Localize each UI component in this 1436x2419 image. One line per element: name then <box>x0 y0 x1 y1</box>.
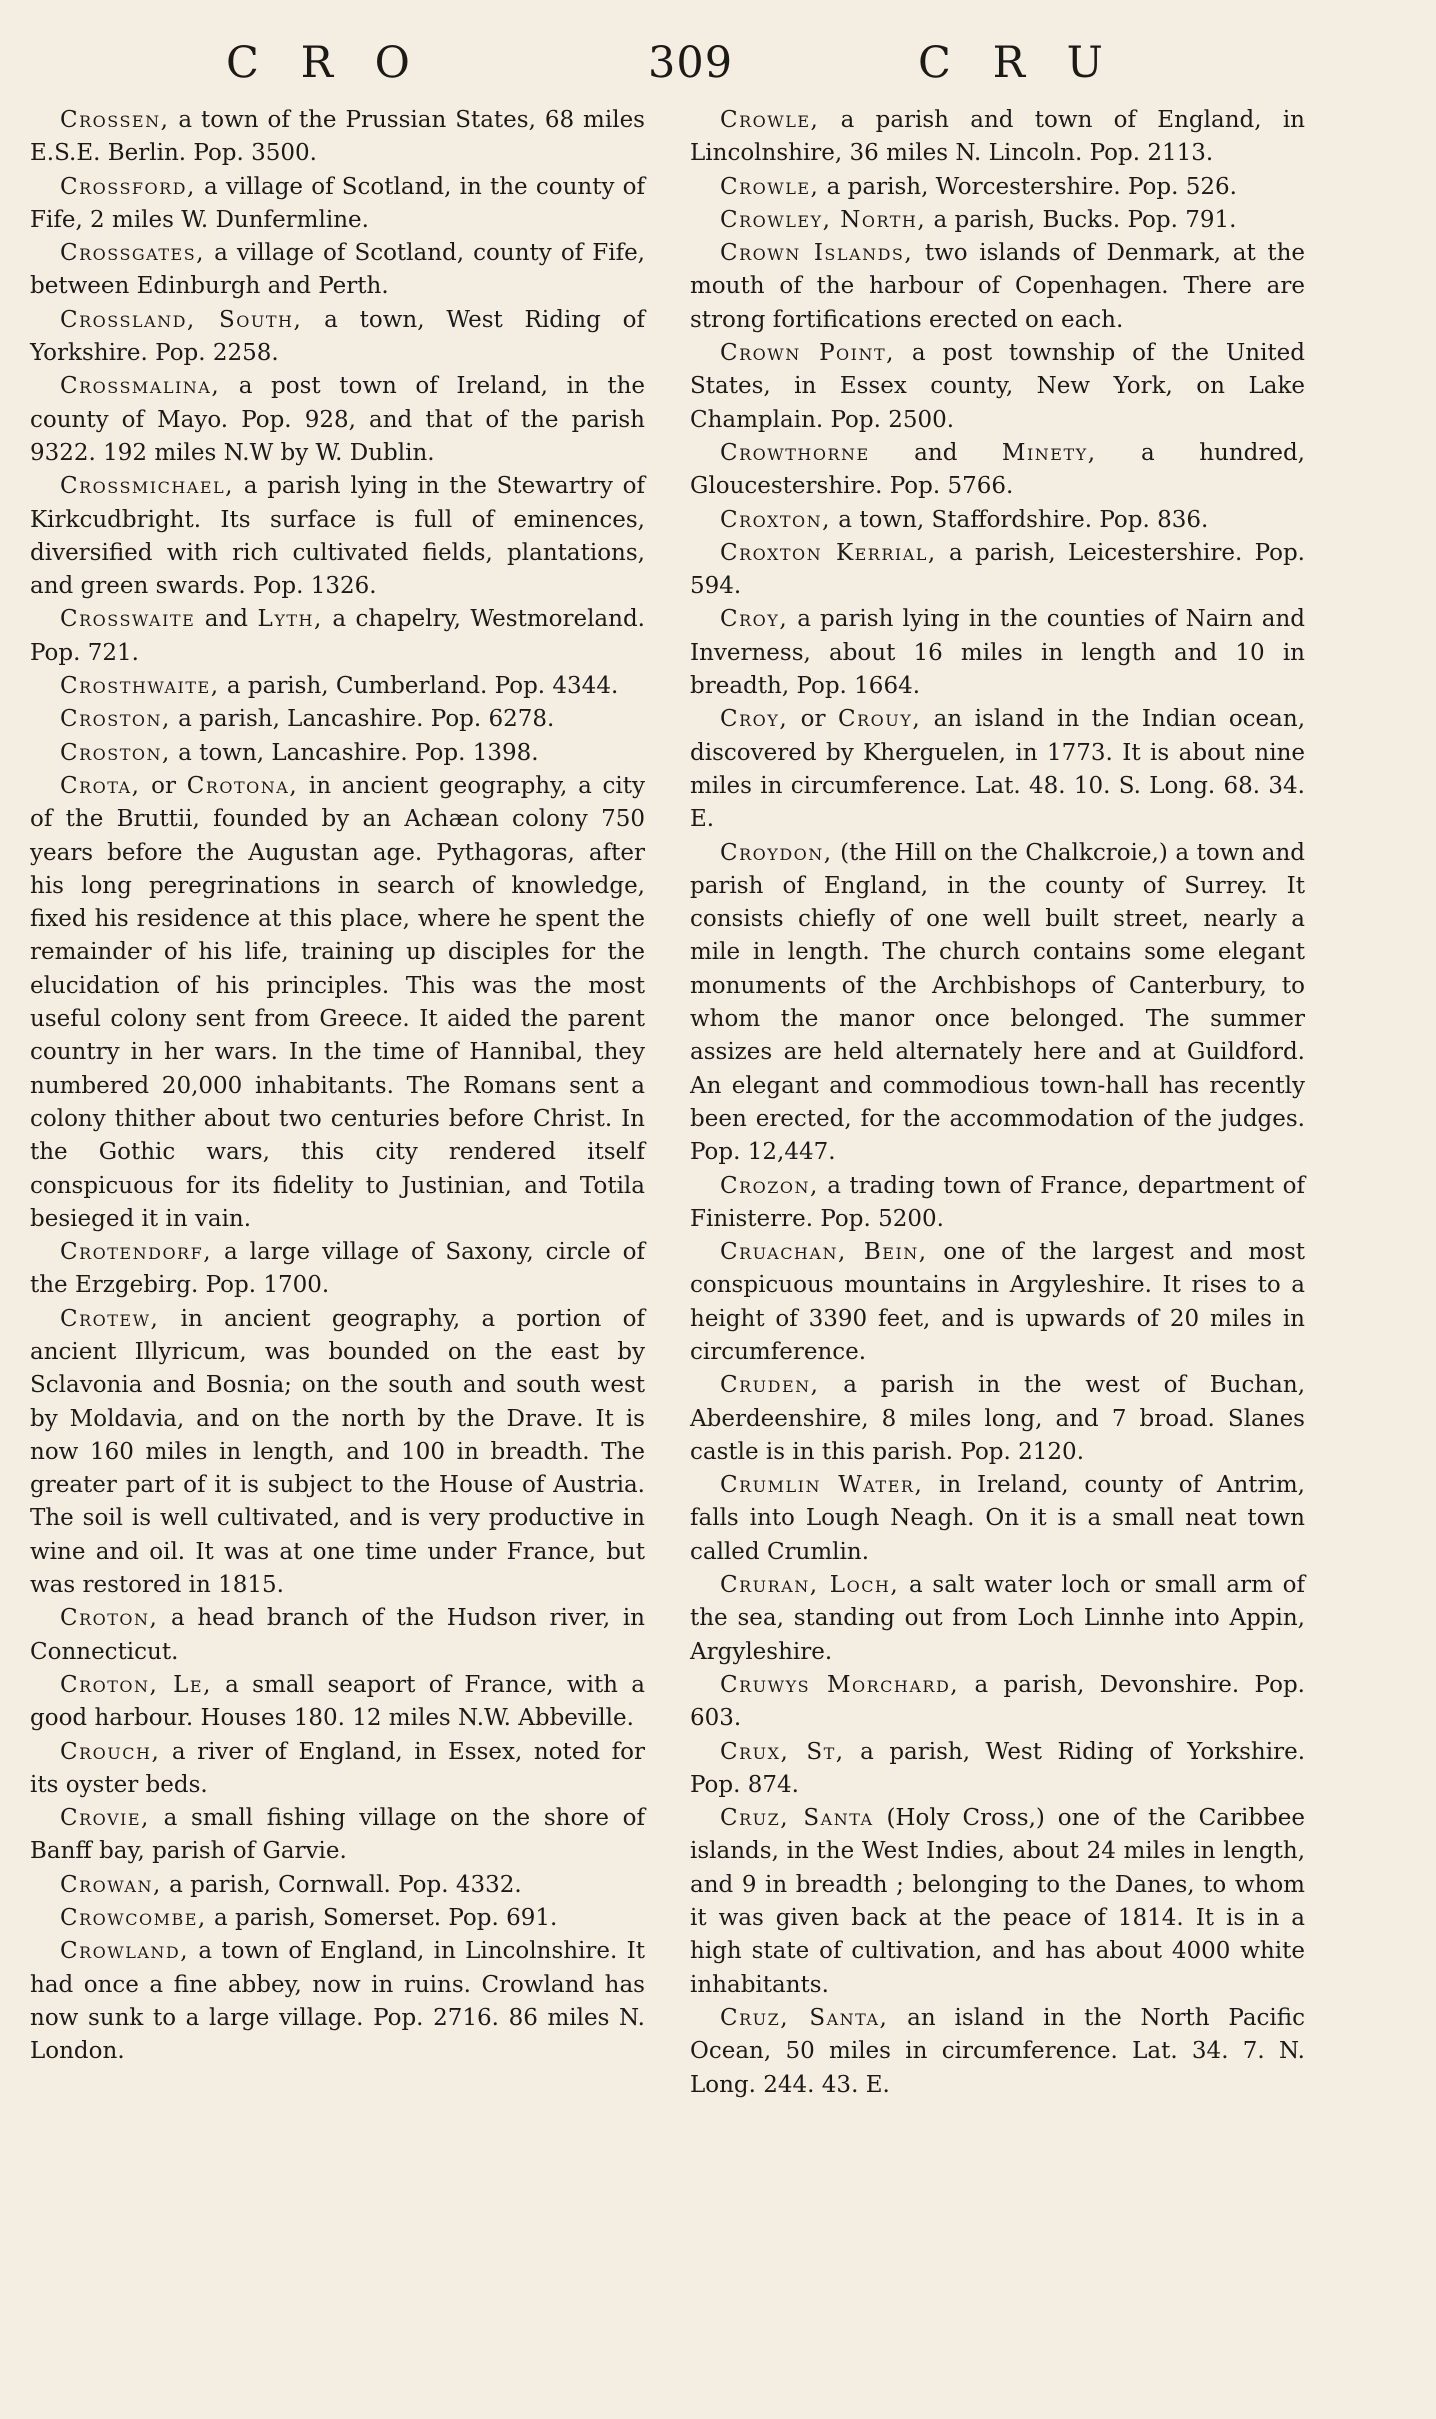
entry-text: a post town of Ireland, in the county of Mayo. Pop. 928, and that of the parish 9322. 192 miles N.W by W. Dublin. <box>30 373 645 466</box>
gazetteer-entry <box>30 703 645 736</box>
entry-headword: Cruachan, Bein, <box>720 1239 928 1266</box>
entry-text: a hundred, Gloucestershire. Pop. 5766. <box>690 439 1305 500</box>
gazetteer-entry <box>30 1736 645 1803</box>
entry-text: a parish lying in the counties of Nairn and Inverness, about 16 miles in length and 10 in breadth, Pop. 1664. <box>690 606 1305 700</box>
entry-headword: Crota, <box>60 772 141 799</box>
entry-headword: Crowle, <box>720 107 820 133</box>
entry-headword: Cruz, Santa <box>720 1805 874 1832</box>
entry-text: a parish in the west of Buchan, Aberdeenshire, 8 miles long, and 7 broad. Slanes castle is in this parish. Pop. 2120. <box>690 1372 1305 1465</box>
entry-text: a chapelry, Westmoreland. Pop. 721. <box>30 606 645 666</box>
gazetteer-entry <box>690 1802 1305 2002</box>
entry-headword: Crux, St, <box>720 1738 845 1765</box>
gazetteer-entry <box>690 504 1305 537</box>
entry-text: a parish, Leicestershire. Pop. 594. <box>690 539 1305 600</box>
gazetteer-entry <box>690 703 1305 836</box>
entry-text: a river of England, in Essex, noted for its oyster beds. <box>30 1738 645 1798</box>
page-number: 309 <box>648 38 734 88</box>
entry-text: a parish, Cumberland. Pop. 4344. <box>219 673 619 700</box>
entry-text: a parish, West Riding of Yorkshire. Pop. 874. <box>690 1738 1306 1798</box>
running-head-left: C R O <box>226 38 424 88</box>
entry-headword: Croston, <box>60 739 171 766</box>
entry-text: a village of Scotland, in the county of Fife, 2 miles W. Dunfermline. <box>30 173 645 233</box>
gazetteer-entry <box>690 1369 1305 1469</box>
gazetteer-entry <box>690 1469 1305 1569</box>
entry-headword: Crumlin Water, <box>720 1472 924 1499</box>
gazetteer-entry <box>30 1802 645 1869</box>
entry-text: a large village of Saxony, circle of the Erzgebirg. Pop. 1700. <box>30 1239 645 1299</box>
gazetteer-entry <box>690 437 1305 504</box>
entry-headword: Croy, <box>720 706 789 733</box>
entry-text: a village of Scotland, county of Fife, between Edinburgh and Perth. <box>30 240 645 300</box>
entry-headword: Crouch, <box>60 1738 161 1765</box>
entry-text: an island in the North Pacific Ocean, 50 miles in circumference. Lat. 34. 7. N. Long. 244. 43. E. <box>690 2004 1306 2098</box>
entry-headword: Croxton, <box>720 506 831 533</box>
entry-headword: Crowan, <box>60 1871 162 1898</box>
gazetteer-entry <box>30 237 645 304</box>
entry-text: in ancient geography, a portion of ancient Illyricum, was bounded on the east by Sclavonia and Bosnia; on the south and south west by Moldavia, and on the north by the Drave. It is now 160 miles in length, and 100 in breadth. The greater part of it is subject to the House of Austria. The soil is well cultivated, and is very productive in wine and oil. It was at one time under France, but was restored in 1815. <box>30 1305 645 1599</box>
entry-text: a head branch of the Hudson river, in Connecticut. <box>30 1605 645 1665</box>
gazetteer-entry <box>690 1170 1305 1237</box>
gazetteer-entry <box>690 1569 1305 1669</box>
gazetteer-entry <box>30 1935 645 2068</box>
entry-headword: Crowcombe, <box>60 1905 207 1932</box>
entry-headword: Cruden, <box>720 1372 820 1399</box>
entry-headword: Crosthwaite, <box>60 673 220 700</box>
gazetteer-entry <box>30 603 645 670</box>
entry-headword: Croton, <box>60 1605 159 1632</box>
entry-headword: Crowley, North, <box>720 206 927 233</box>
gazetteer-entry <box>30 104 645 171</box>
running-head-right: C R U <box>918 38 1117 88</box>
gazetteer-entry <box>30 1236 645 1303</box>
entry-headword: Crotona, <box>186 772 299 799</box>
entry-text: and <box>869 439 1002 466</box>
entry-headword: Croydon, <box>720 839 833 866</box>
entry-headword: Crossmalina, <box>60 373 221 400</box>
entry-text: a town of the Prussian States, 68 miles E.S.E. Berlin. Pop. 3500. <box>30 107 645 167</box>
entry-headword: Crosswaite <box>60 606 196 633</box>
gazetteer-entry <box>690 537 1305 604</box>
gazetteer-entry <box>30 737 645 770</box>
entry-text: (the Hill on the Chalkcroie,) a town and parish of England, in the county of Surrey. It consists chiefly of one well built street, nearly a mile in length. The church contains some elegant monuments of the Archbishops of Canterbury, to whom the manor once belonged. The summer assizes are held alternately here and at Guildford. An elegant and commodious town-hall has recently been erected, for the accommodation of the judges. Pop. 12,447. <box>690 839 1305 1166</box>
gazetteer-entry <box>690 837 1305 1170</box>
gazetteer-entry <box>690 1236 1305 1369</box>
gazetteer-entry <box>690 1736 1305 1803</box>
entry-text: two islands of Denmark, at the mouth of the harbour of Copenhagen. There are strong fortifications erected on each. <box>690 240 1305 333</box>
gazetteer-entry <box>30 1869 645 1902</box>
right-column <box>690 104 1305 2102</box>
gazetteer-entry <box>30 470 645 603</box>
entry-text: a small seaport of France, with a good harbour. Houses 180. 12 miles N.W. Abbeville. <box>30 1671 645 1732</box>
gazetteer-entry <box>30 370 645 470</box>
gazetteer-entry <box>690 204 1305 237</box>
gazetteer-entry <box>30 1303 645 1603</box>
entry-headword: Crotew, <box>60 1305 160 1332</box>
entry-headword: Cruran, Loch, <box>720 1572 900 1599</box>
entry-text: a parish and town of England, in Lincolnshire, 36 miles N. Lincoln. Pop. 2113. <box>690 107 1305 167</box>
entry-headword: Croton, Le, <box>60 1671 212 1698</box>
entry-text: a salt water loch or small arm of the sea, standing out from Loch Linnhe into Appin, Argyleshire. <box>690 1572 1306 1665</box>
entry-headword: Crowland, <box>60 1938 190 1965</box>
entry-headword: Croxton Kerrial, <box>720 539 937 566</box>
entry-text: or <box>788 706 839 733</box>
entry-text: in Ireland, county of Antrim, falls into Lough Neagh. On it is a small neat town called Crumlin. <box>690 1472 1305 1565</box>
entry-headword: Croston, <box>60 706 171 733</box>
entry-text: and <box>195 606 258 633</box>
entry-text: a town, West Riding of Yorkshire. Pop. 2258. <box>30 306 646 367</box>
gazetteer-entry <box>690 337 1305 437</box>
gazetteer-entry <box>30 304 645 371</box>
entry-headword: Crovie, <box>60 1805 150 1832</box>
left-column <box>30 104 645 2069</box>
entry-headword: Crotendorf, <box>60 1239 213 1266</box>
entry-headword: Crowle, <box>720 173 820 200</box>
entry-headword: Crossland, South, <box>60 306 303 333</box>
entry-headword: Crossmichael, <box>60 473 234 500</box>
gazetteer-entry <box>30 670 645 703</box>
entry-headword: Crown Islands, <box>720 240 914 267</box>
gazetteer-entry <box>30 171 645 238</box>
entry-headword: Crouy, <box>838 706 922 733</box>
gazetteer-entry <box>690 2002 1305 2102</box>
entry-text: a parish, Worcestershire. Pop. 526. <box>819 173 1237 200</box>
entry-text: a parish, Devonshire. Pop. 603. <box>690 1671 1305 1732</box>
gazetteer-entry <box>30 1602 645 1669</box>
entry-headword: Cruwys Morchard, <box>720 1671 960 1698</box>
entry-text: a small fishing village on the shore of Banff bay, parish of Garvie. <box>30 1805 645 1865</box>
entry-text: a parish, Lancashire. Pop. 6278. <box>170 706 555 733</box>
entry-text: an island in the Indian ocean, discovered by Kherguelen, in 1773. It is about nine miles in circumference. Lat. 48. 10. S. Long. 68. 34. E. <box>690 706 1306 833</box>
entry-text: a post township of the United States, in Essex county, New York, on Lake Champlain. Pop. 2500. <box>690 340 1305 433</box>
entry-text: a parish, Cornwall. Pop. 4332. <box>161 1871 522 1898</box>
entry-headword: Crossgates, <box>60 240 205 267</box>
entry-text: a town of England, in Lincolnshire. It had once a fine abbey, now in ruins. Crowland has now sunk to a large village. Pop. 2716. 86 miles N. London. <box>30 1938 645 2065</box>
entry-text: in ancient geography, a city of the Bruttii, founded by an Achæan colony 750 years before the Augustan age. Pythagoras, after his long peregrinations in search of knowledge, fixed his residence at this place, where he spent the remainder of his life, training up disciples for the elucidation of his principles. This was the most useful colony sent from Greece. It aided the parent country in her wars. In the time of Hannibal, they numbered 20,000 inhabitants. The Romans sent a colony thither about two centuries before Christ. In the Gothic wars, this city rendered itself conspicuous for its fidelity to Justinian, and Totila besieged it in vain. <box>30 772 645 1232</box>
entry-text: (Holy Cross,) one of the Caribbee islands, in the West Indies, about 24 miles in length, and 9 in breadth ; belonging to the Danes, to whom it was given back at the peace of 1814. It is in a high state of cultivation, and has about 4000 white inhabitants. <box>690 1805 1305 1998</box>
gazetteer-entry <box>30 1669 645 1736</box>
gazetteer-entry <box>690 603 1305 703</box>
entry-headword: Crossford, <box>60 173 196 200</box>
running-head <box>0 38 1436 94</box>
gazetteer-entry <box>690 237 1305 337</box>
gazetteer-entry <box>690 104 1305 171</box>
entry-text: a parish, Bucks. Pop. 791. <box>926 206 1237 233</box>
entry-text: a town, Staffordshire. Pop. 836. <box>830 506 1209 533</box>
entry-headword: Croy, <box>720 606 789 633</box>
entry-text: or <box>140 772 187 799</box>
gazetteer-entry <box>30 770 645 1236</box>
entry-text: one of the largest and most conspicuous mountains in Argyleshire. It rises to a height of 3390 feet, and is upwards of 20 miles in circumference. <box>690 1239 1306 1365</box>
entry-headword: Crown Point, <box>720 340 895 367</box>
entry-headword: Cruz, Santa, <box>720 2004 889 2031</box>
entry-headword: Lyth, <box>257 606 323 633</box>
gazetteer-entry <box>690 1669 1305 1736</box>
entry-text: a trading town of France, department of Finisterre. Pop. 5200. <box>690 1172 1305 1232</box>
gazetteer-entry <box>690 171 1305 204</box>
entry-headword: Minety, <box>1001 439 1097 466</box>
entry-text: a town, Lancashire. Pop. 1398. <box>170 739 539 766</box>
entry-headword: Crowthorne <box>720 439 870 466</box>
entry-headword: Crossen, <box>60 107 170 133</box>
gazetteer-entry <box>30 1902 645 1935</box>
entry-text: a parish lying in the Stewartry of Kirkcudbright. Its surface is full of eminences, diversified with rich cultivated fields, plantations, and green swards. Pop. 1326. <box>30 473 645 600</box>
entry-headword: Crozon, <box>720 1172 819 1199</box>
entry-text: a parish, Somerset. Pop. 691. <box>206 1905 558 1932</box>
